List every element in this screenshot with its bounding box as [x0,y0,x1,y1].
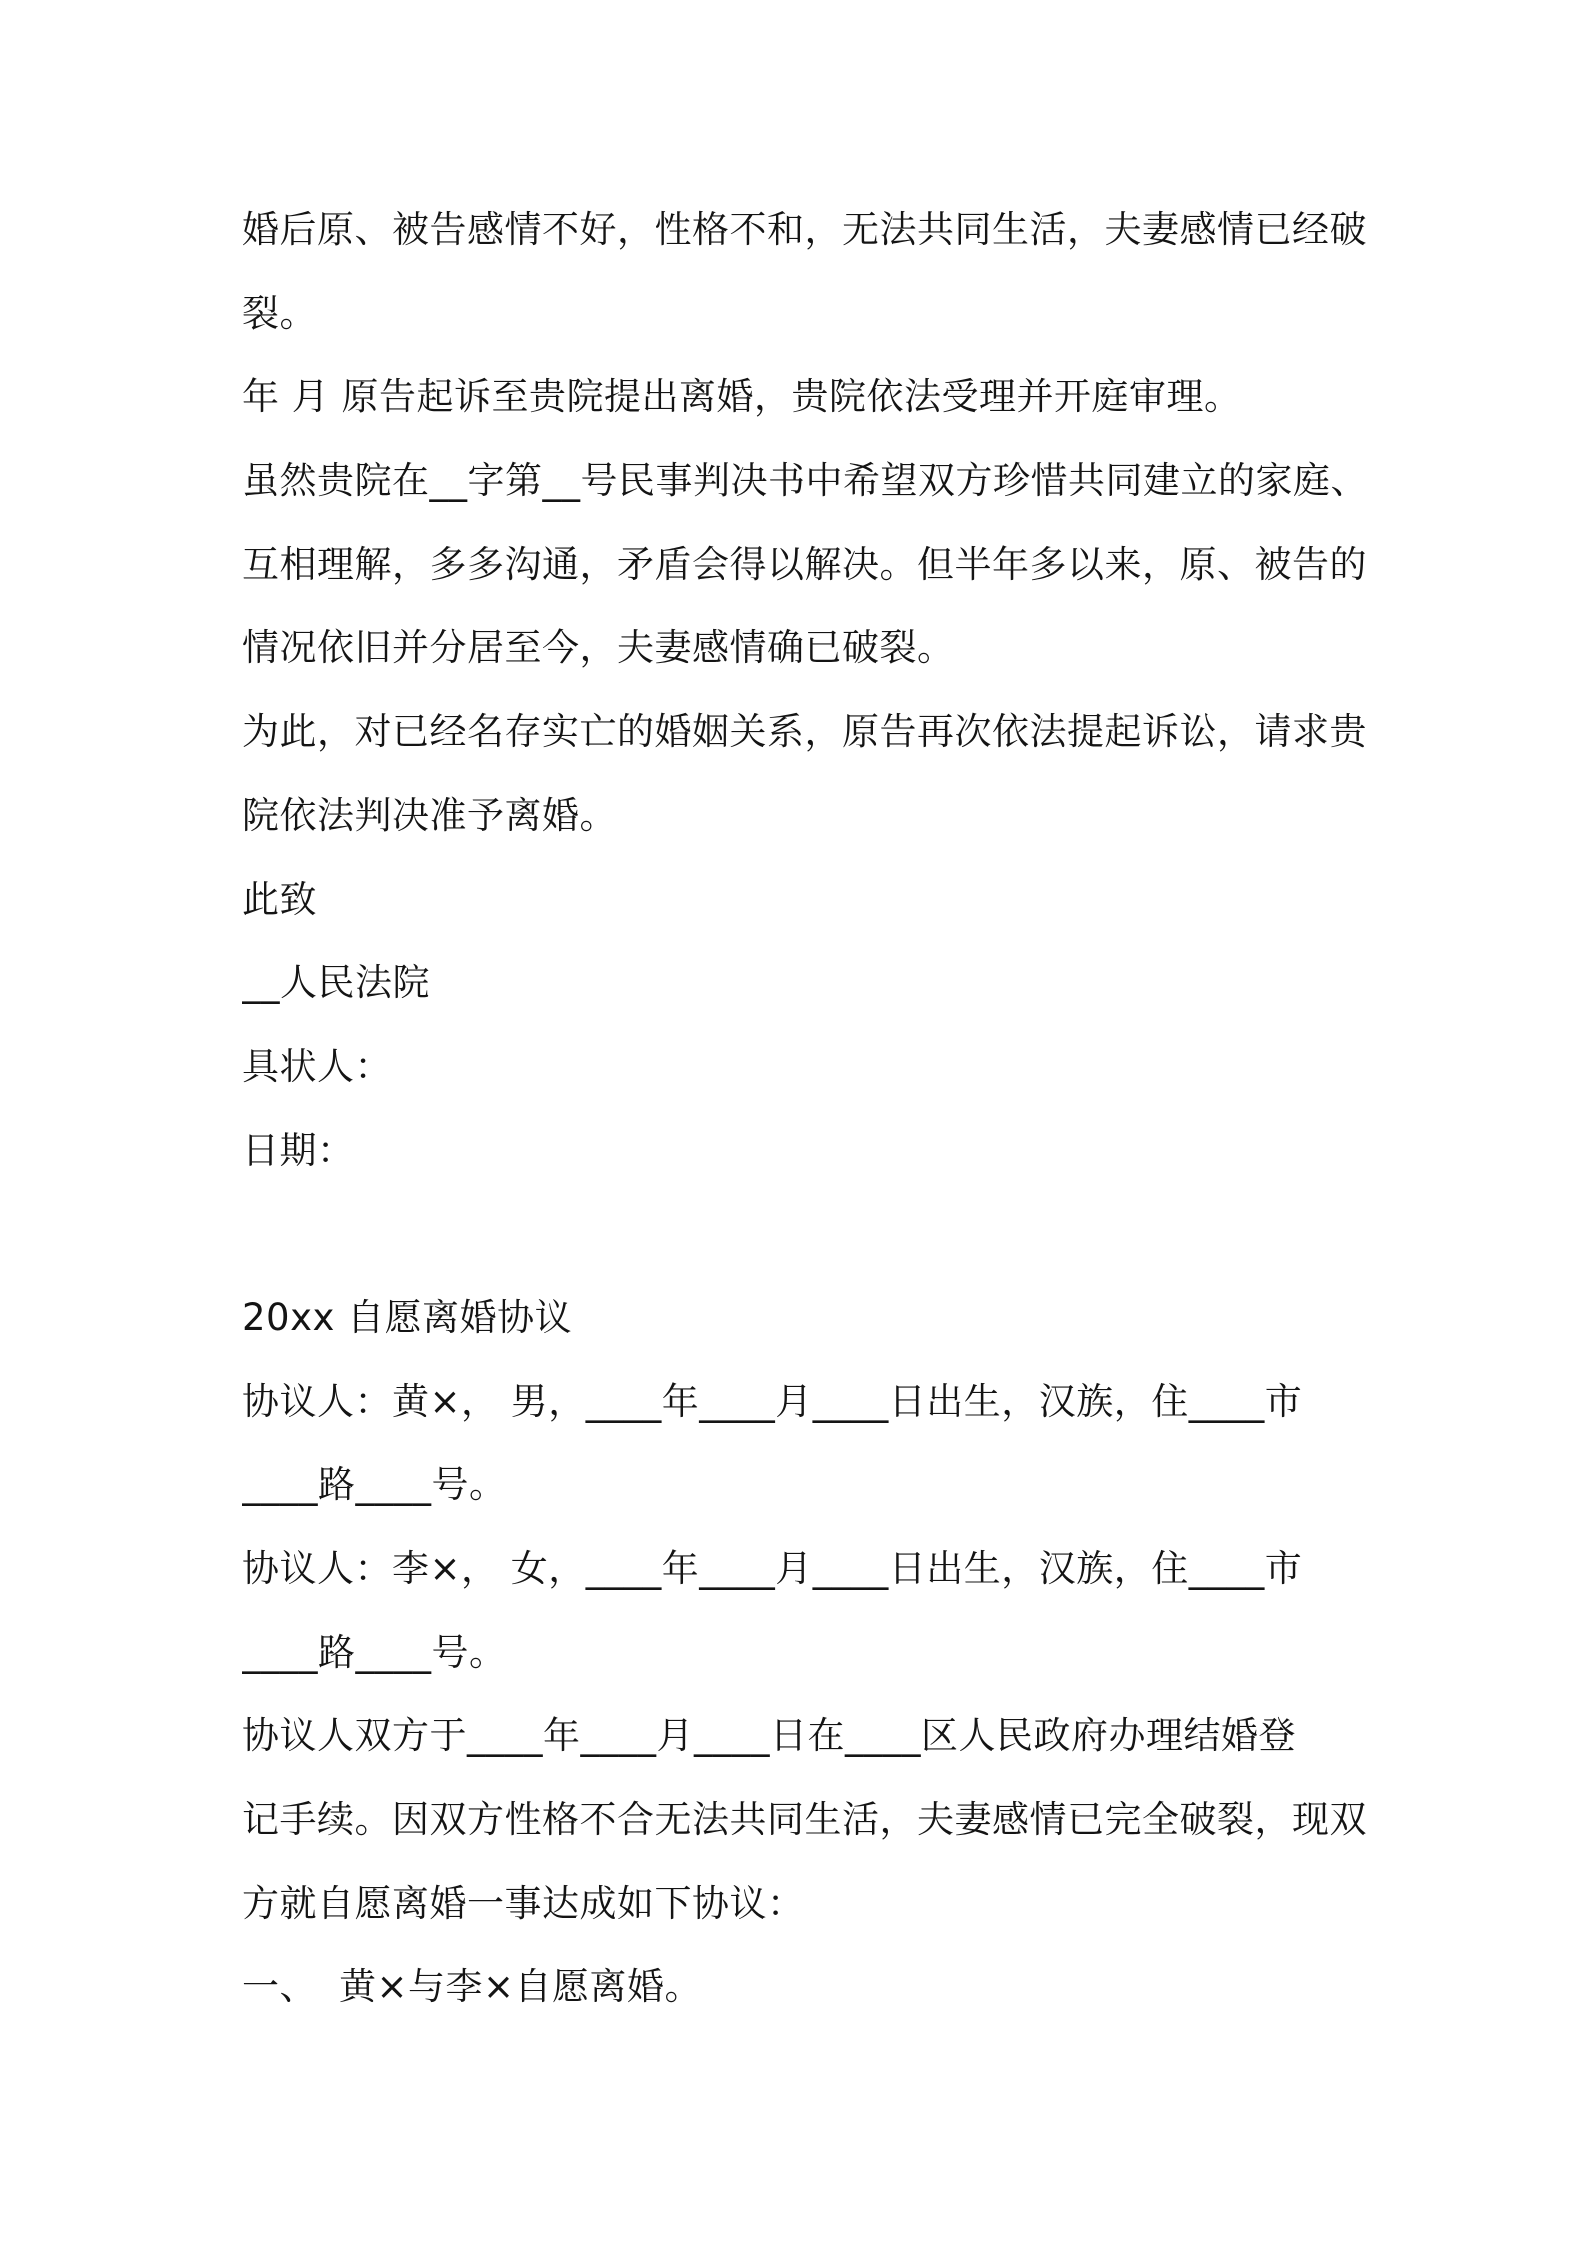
complaint-body-line: 虽然贵院在__字第__号民事判决书中希望双方珍惜共同建立的家庭、 [242,459,1368,503]
party-2-line: 协议人：李×， 女，____年____月____日出生，汉族，住____市 [242,1547,1303,1590]
party-1-line: ____路____号。 [242,1463,507,1507]
signer-label: 具状人： [242,1044,392,1088]
complaint-body-line: 院依法判决准予离婚。 [242,793,617,837]
preamble-line: 协议人双方于____年____月____日在____区人民政府办理结婚登 [242,1714,1296,1758]
agreement-section [242,1276,1392,2029]
complaint-body [242,188,1392,858]
document-page [242,188,1392,2029]
complaint-body-line: 情况依旧并分居至今，夫妻感情确已破裂。 [242,626,955,670]
closing-court: __人民法院 [242,961,430,1005]
complaint-body-line: 为此，对已经名存实亡的婚姻关系，原告再次依法提起诉讼，请求贵 [242,710,1367,754]
party-2-line: ____路____号。 [242,1630,507,1674]
preamble-line: 记手续。因双方性格不合无法共同生活，夫妻感情已完全破裂，现双 [242,1798,1367,1842]
agreement-preamble [242,1694,1392,1945]
section-spacer [242,1192,1392,1276]
clause-1-text: 黄×与李×自愿离婚。 [339,1965,703,2009]
clause-1 [242,1945,1392,2029]
date-label: 日期： [242,1128,355,1172]
complaint-closing [242,858,1392,1193]
complaint-body-line: 年 月 原告起诉至贵院提出离婚，贵院依法受理并开庭审理。 [242,375,1242,419]
complaint-body-line: 婚后原、被告感情不好，性格不和，无法共同生活，夫妻感情已经破 [242,208,1367,251]
party-1 [242,1360,1392,1527]
closing-salutation: 此致 [242,877,317,921]
complaint-body-line: 互相理解，多多沟通，矛盾会得以解决。但半年多以来，原、被告的 [242,542,1367,586]
party-1-line: 协议人：黄×， 男，____年____月____日出生，汉族，住____市 [242,1379,1303,1423]
preamble-line: 方就自愿离婚一事达成如下协议： [242,1881,805,1925]
agreement-title: 20xx 自愿离婚协议 [242,1295,573,1339]
party-2 [242,1527,1392,1694]
complaint-body-line: 裂。 [242,291,317,335]
clause-1-number: 一、 [242,1965,317,2009]
